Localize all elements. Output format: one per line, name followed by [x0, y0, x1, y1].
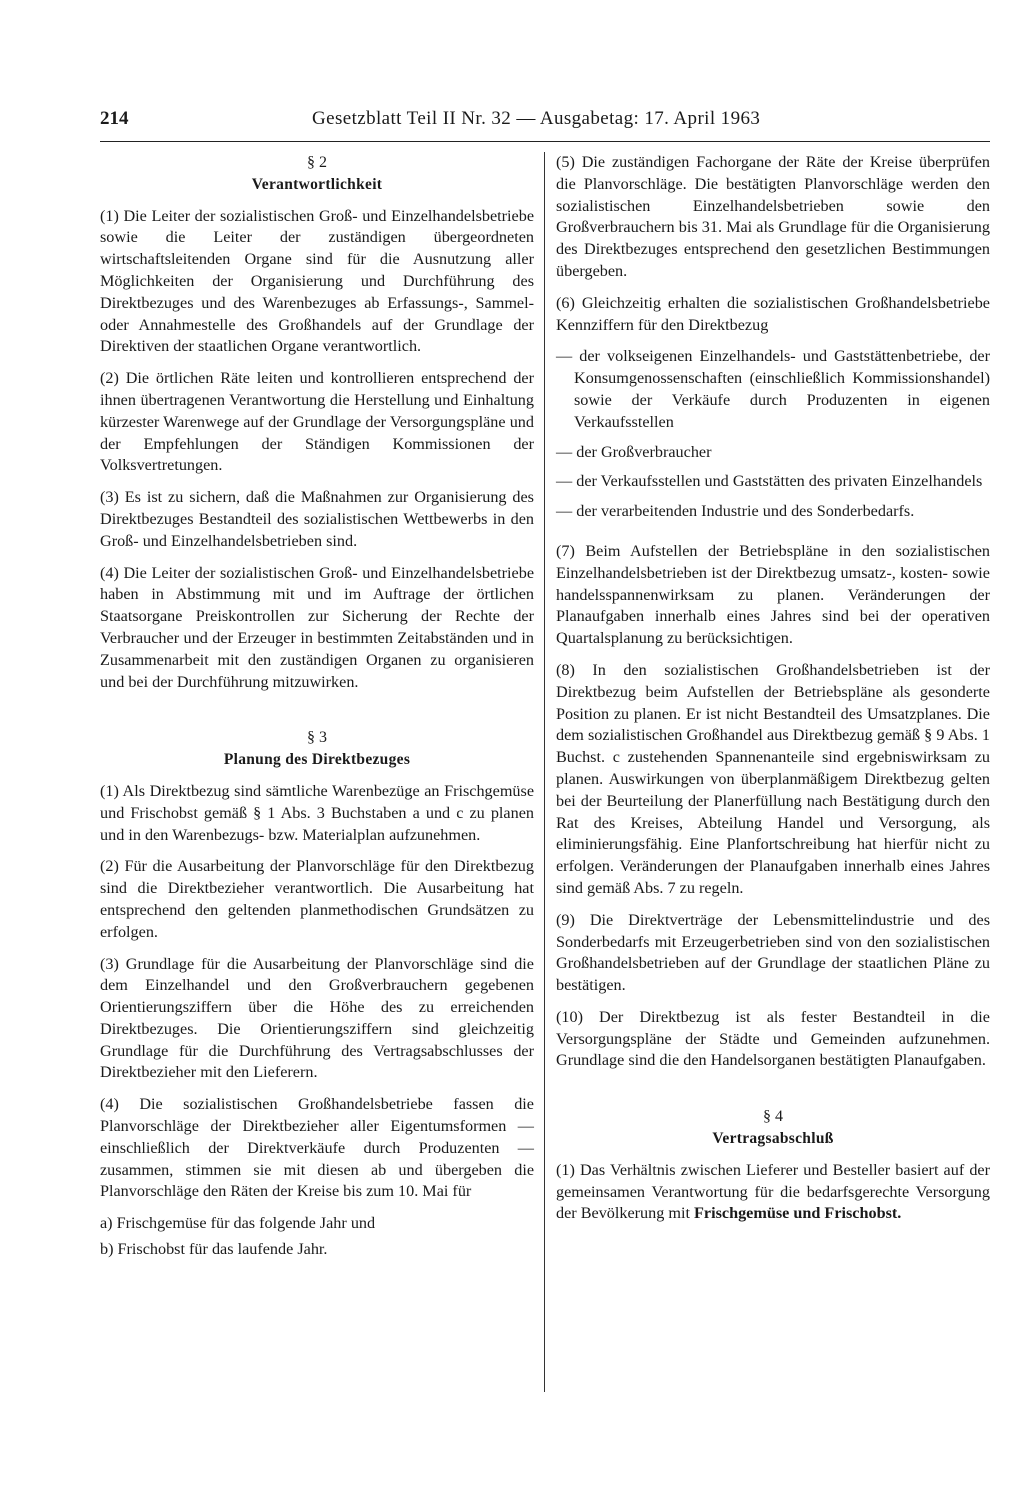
section-4-paragraph-1-text: (1) Das Verhältnis zwischen Lieferer und Besteller basiert auf der gemeinsamen Verantwortung für die bedarfsgerechte Versorgung der Bevölkerung mit	[556, 1160, 990, 1223]
section-4-heading: Vertragsabschluß	[712, 1130, 834, 1148]
left-column	[100, 152, 534, 1265]
section-4-mark: § 4	[763, 1108, 783, 1126]
section-3-paragraph-5: (5) Die zuständigen Fachorgane der Räte der Kreise überprüfen die Planvorschläge. Die bestätigten Planvorschläge werden den sozialistischen Einzelhandelsbetrieben sowie den Großverbrauchern bis 31. Mai als Grundlage für die Organisierung des Direktbezuges entsprechend den gesetzlichen Bestimmungen übergeben.	[556, 153, 990, 280]
section-3-paragraph-6: (6) Gleichzeitig erhalten die sozialistischen Großhandelsbetriebe Kennziffern für den Direktbezug	[556, 293, 990, 334]
section-3-paragraph-8: (8) In den sozialistischen Großhandelsbetrieben ist der Direktbezug beim Aufstellen der Betriebspläne als gesonderte Position zu planen. Er ist nicht Bestandteil des Umsatzplanes. Die dem sozialistischen Großhandel aus Direktbezug gemäß § 9 Abs. 1 Buchst. c zustehenden Spannenanteile sind ergebniswirksam zu planen. Auswirkungen von überplanmäßigem Direktbezug gelten bei der Beurteilung der Planerfüllung nach Bestätigung durch den Rat des Kreises, Abteilung Handel und Versorgung, als eliminierungsfähig. Eine Planfortschreibung hat hierfür nicht zu erfolgen. Veränderungen der Planaufgaben innerhalb eines Jahres sind gemäß Abs. 7 zu regeln.	[556, 660, 990, 897]
section-2-paragraph-2: (2) Die örtlichen Räte leiten und kontrollieren entsprechend der ihnen übertragenen Verantwortung die Herstellung und Einhaltung kürzester Warenwege auf der Grundlage der Versorgungspläne und der Empfehlungen der Ständigen Kommissionen der Volksvertretungen.	[100, 369, 534, 475]
section-2-paragraph-1: (1) Die Leiter der sozialistischen Groß- und Einzelhandelsbetriebe sowie die Leiter der zuständigen übergeordneten wirtschaftsleitenden Organe sind für die Ausnutzung aller Möglichkeiten der Organisierung und Durchführung des Direktbezuges und des Warenbezuges ab Erfassungs-, Sammel- oder Annahmestelle des Großhandels auf der Grundlage der Direktiven der staatlichen Organe verantwortlich.	[100, 206, 534, 356]
section-3-paragraph-1: (1) Als Direktbezug sind sämtliche Warenbezüge an Frischgemüse und Frischobst gemäß § 1 Abs. 3 Buchstaben a und c zu planen und in den Warenbezugs- bzw. Materialplan aufzunehmen.	[100, 781, 534, 844]
header-rule	[100, 141, 990, 142]
running-title: Gesetzblatt Teil II Nr. 32 — Ausgabetag: 17. April 1963	[312, 108, 761, 129]
section-3-item-b: b) Frischobst für das laufende Jahr.	[100, 1240, 328, 1259]
page-header	[100, 108, 990, 138]
page-number: 214	[100, 108, 129, 129]
section-3-paragraph-7: (7) Beim Aufstellen der Betriebspläne in den sozialistischen Einzelhandelsbetrieben ist der Direktbezug umsatz-, kosten- sowie handelsspannenwirksam zu planen. Veränderungen der Planaufgaben innerhalb eines Jahres sind bei der operativen Quartalsplanung zu berücksichtigen.	[556, 541, 990, 648]
dash-list-item: — der verarbeitenden Industrie und des Sonderbedarfs.	[556, 502, 915, 521]
section-2-mark: § 2	[307, 154, 327, 171]
section-3-mark: § 3	[307, 729, 327, 747]
section-3-paragraph-10: (10) Der Direktbezug ist als fester Bestandteil in die Versorgungspläne der Städte und Gemeinden aufzunehmen. Grundlage sind die den Handelsorganen bestätigten Planaufgaben.	[556, 1007, 990, 1070]
section-2-heading: Verantwortlichkeit	[251, 175, 383, 193]
column-divider	[544, 152, 545, 1392]
section-3-heading: Planung des Direktbezuges	[223, 751, 411, 769]
section-3-item-a: a) Frischgemüse für das folgende Jahr und	[100, 1214, 376, 1233]
section-3-paragraph-3: (3) Grundlage für die Ausarbeitung der Planvorschläge sind die dem Einzelhandel und den Großverbrauchern gegebenen Orientierungsziffern über die Höhe des zu erreichenden Direktbezuges. Die Orientierungsziffern sind gleichzeitig Grundlage für die Durchführung des Vertragsabschlusses der Direktbezieher mit den Lieferern.	[100, 954, 534, 1082]
section-2-paragraph-4: (4) Die Leiter der sozialistischen Groß- und Einzelhandelsbetriebe haben in Abstimmung mit und im Auftrage der örtlichen Staatsorgane Preiskontrollen zur Sicherung der Rechte der Verbraucher und der Erzeuger in bestimmten Zeitabständen und in Zusammenarbeit mit den zuständigen Organen zu organisieren und bei der Durchführung mitzuwirken.	[100, 563, 534, 691]
section-3-paragraph-2: (2) Für die Ausarbeitung der Planvorschläge für den Direktbezug sind die Direktbezieher verantwortlich. Die Ausarbeitung hat entsprechend den geltenden planmethodischen Grundsätzen zu erfolgen.	[100, 857, 534, 941]
section-3-paragraph-9: (9) Die Direktverträge der Lebensmittelindustrie und des Sonderbedarfs mit Erzeugerbetrieben sind von den sozialistischen Großhandelsbetrieben auf der Grundlage der staatlichen Pläne zu bestätigen.	[556, 910, 990, 995]
dash-list-item: — der Verkaufsstellen und Gaststätten des privaten Einzelhandels	[556, 472, 983, 491]
right-column	[556, 152, 990, 1225]
dash-list-item: — der Großverbraucher	[556, 442, 712, 461]
section-4-paragraph-1	[556, 1160, 990, 1225]
section-3-paragraph-4: (4) Die sozialistischen Großhandelsbetriebe fassen die Planvorschläge der Direktbezieher aller Eigentumsformen — einschließlich der Direktverkäufe durch Produzenten — zusammen, stimmen sie mit diesen ab und übergeben die Planvorschläge den Räten der Kreise bis zum 10. Mai für	[100, 1095, 534, 1201]
section-4-paragraph-1-end: Frischgemüse und Frischobst.	[694, 1204, 902, 1223]
section-2-paragraph-3: (3) Es ist zu sichern, daß die Maßnahmen zur Organisierung des Direktbezuges Bestandteil des sozialistischen Wettbewerbs in den Groß- und Einzelhandelsbetrieben sind.	[100, 488, 534, 550]
dash-list-item: — der volkseigenen Einzelhandels- und Gaststättenbetriebe, der Konsumgenossenschaften (einschließlich Kommissionshandel) sowie der Verkäufe durch Produzenten in eigenen Verkaufsstellen	[556, 347, 990, 431]
